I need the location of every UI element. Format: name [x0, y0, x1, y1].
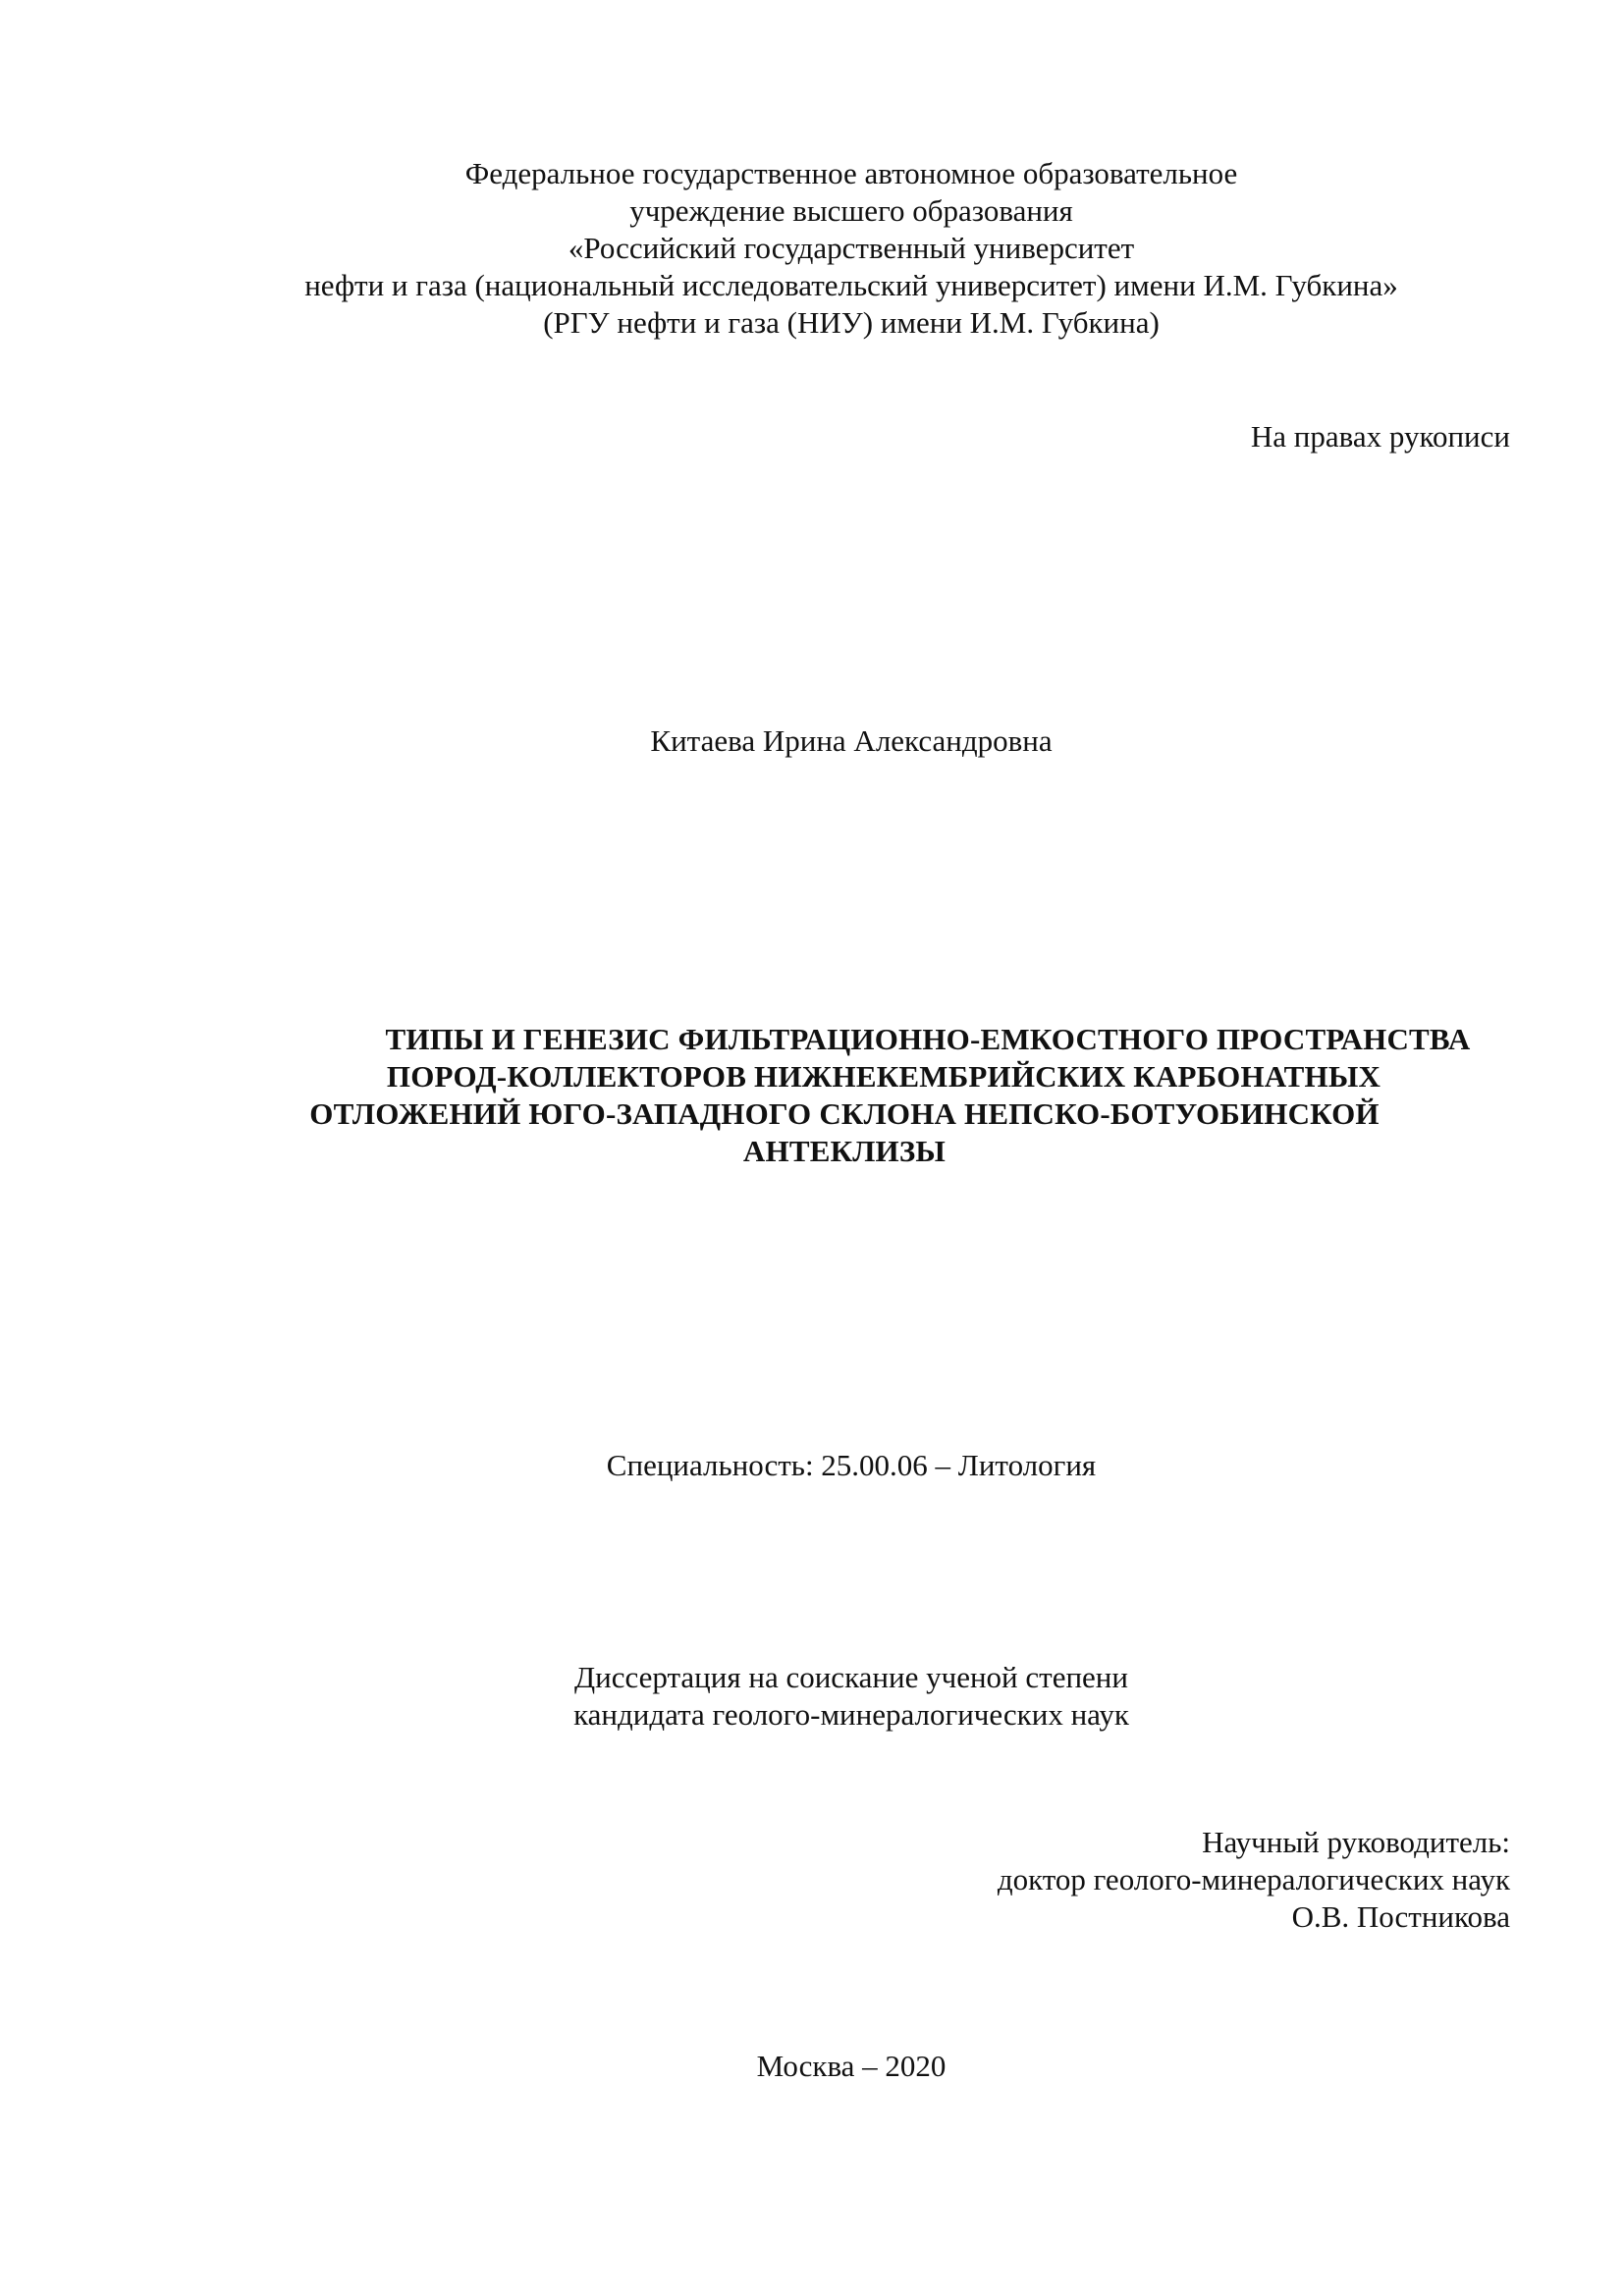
- degree-line-2: кандидата геолого-минералогических наук: [573, 1697, 1129, 1732]
- institution-line-5: (РГУ нефти и газа (НИУ) имени И.М. Губкина): [543, 305, 1160, 340]
- supervisor-degree: доктор геолого-минералогических наук: [997, 1862, 1510, 1896]
- author-name: Китаева Ирина Александровна: [650, 723, 1053, 758]
- institution-line-2: учреждение высшего образования: [629, 193, 1073, 228]
- title-line-1: ТИПЫ И ГЕНЕЗИС ФИЛЬТРАЦИОННО-ЕМКОСТНОГО ПРОСТРАНСТВА: [385, 1022, 1471, 1056]
- title-line-4: АНТЕКЛИЗЫ: [742, 1134, 947, 1168]
- degree-line-1: Диссертация на соискание ученой степени: [574, 1660, 1128, 1694]
- institution-line-1: Федеральное государственное автономное образовательное: [464, 156, 1238, 190]
- city-year: Москва – 2020: [756, 2049, 947, 2083]
- institution-header: [39, 155, 1624, 342]
- dissertation-title: [285, 1021, 1522, 1170]
- supervisor-label: Научный руководитель:: [1202, 1825, 1510, 1859]
- title-line-2: ПОРОД-КОЛЛЕКТОРОВ НИЖНЕКЕМБРИЙСКИХ КАРБОНАТНЫХ: [386, 1059, 1381, 1094]
- institution-line-4: нефти и газа (национальный исследовательский университет) имени И.М. Губкина»: [304, 268, 1398, 302]
- institution-line-3: «Российский государственный университет: [568, 231, 1135, 265]
- rights-note: На правах рукописи: [1250, 419, 1510, 454]
- title-line-3: ОТЛОЖЕНИЙ ЮГО-ЗАПАДНОГО СКЛОНА НЕПСКО-БОТУОБИНСКОЙ: [309, 1096, 1380, 1131]
- specialty: Специальность: 25.00.06 – Литология: [606, 1448, 1097, 1482]
- degree-statement: [39, 1659, 1624, 1734]
- supervisor-block: [998, 1824, 1510, 1936]
- supervisor-name: О.В. Постникова: [1291, 1899, 1510, 1934]
